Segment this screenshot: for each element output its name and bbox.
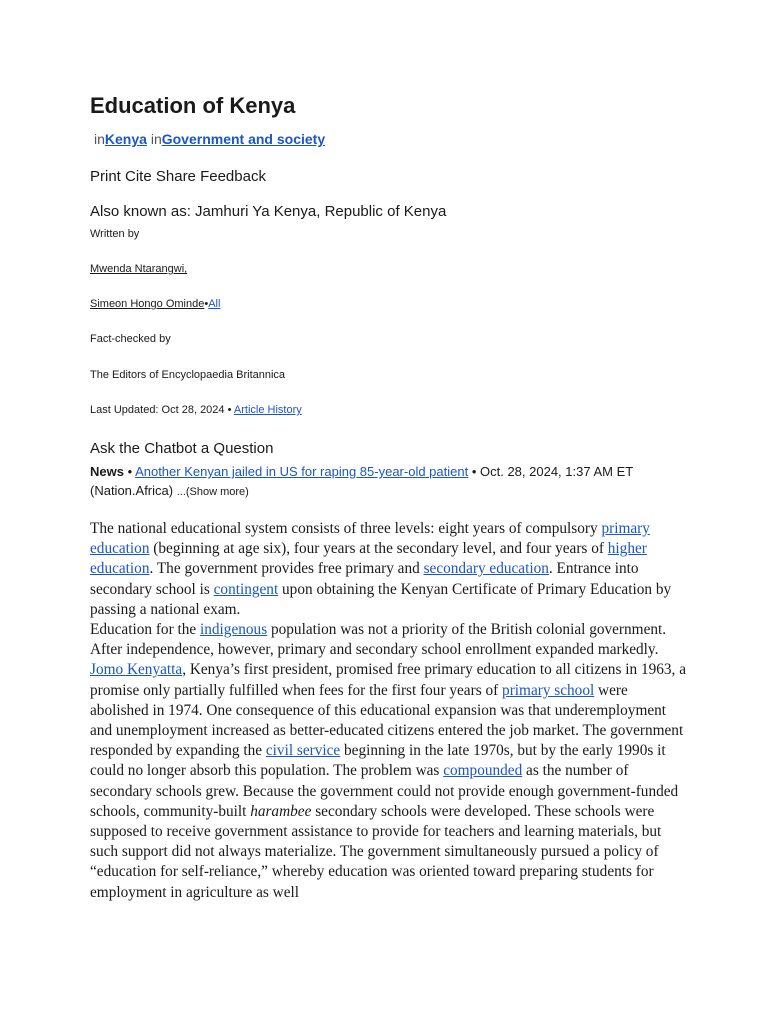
author-link[interactable]: Mwenda Ntarangwi,: [90, 263, 188, 275]
inline-link[interactable]: contingent: [213, 580, 279, 598]
emphasized-term: harambee: [250, 802, 312, 820]
also-known-as: Also known as: Jamhuri Ya Kenya, Republic of Kenya: [90, 203, 447, 220]
text-run: . The government provides free primary and: [149, 560, 424, 578]
news-label: News: [90, 464, 124, 479]
inline-link[interactable]: civil service: [265, 742, 341, 760]
print-button[interactable]: Print: [90, 168, 121, 185]
body-paragraph: [90, 620, 686, 903]
text-run: as the number of secondary schools grew. Because the government could not provide enough government-funded schools, community-built: [90, 762, 679, 820]
news-ticker: [90, 462, 680, 502]
author-separator: •: [204, 298, 209, 310]
author-line-1: [90, 263, 187, 275]
body-paragraph: [90, 519, 686, 620]
text-run: population was not a priority of the British colonial government. After independence, however, primary and secondary school enrollment expanded markedly.: [90, 621, 667, 659]
inline-link[interactable]: secondary education: [423, 560, 549, 578]
author-link[interactable]: Simeon Hongo Ominde: [90, 298, 205, 310]
ask-chatbot-button[interactable]: Ask the Chatbot a Question: [90, 440, 274, 457]
feedback-button[interactable]: Feedback: [200, 168, 266, 185]
inline-link[interactable]: primary education: [90, 520, 650, 558]
all-authors-link[interactable]: All: [208, 298, 221, 310]
text-run: upon obtaining the Kenyan Certificate of Primary Education by passing a national exam.: [90, 580, 672, 618]
news-meta: • Oct. 28, 2024, 1:37 AM ET (Nation.Africa): [90, 464, 633, 498]
written-by-label: Written by: [90, 228, 140, 240]
breadcrumb-prefix: in: [94, 131, 105, 147]
inline-link[interactable]: Jomo Kenyatta: [90, 661, 183, 679]
show-more-button[interactable]: ...(Show more): [176, 486, 249, 498]
last-updated: [90, 404, 302, 416]
article-history-link[interactable]: Article History: [233, 404, 302, 416]
fact-checker: The Editors of Encyclopaedia Britannica: [90, 369, 286, 381]
breadcrumb-prefix: in: [150, 131, 162, 147]
share-button[interactable]: Share: [155, 168, 196, 185]
last-updated-text: Last Updated: Oct 28, 2024 •: [90, 404, 232, 416]
cite-button[interactable]: Cite: [125, 168, 152, 185]
inline-link[interactable]: primary school: [502, 681, 595, 699]
text-run: The national educational system consists of three levels: eight years of compulsory: [90, 520, 602, 537]
page-title: Education of Kenya: [90, 93, 296, 118]
news-bullet: •: [127, 464, 133, 479]
text-run: (beginning at age six), four years at the secondary level, and four years of: [149, 540, 608, 558]
inline-link[interactable]: higher education: [90, 540, 647, 578]
inline-link[interactable]: compounded: [443, 762, 523, 780]
breadcrumb: [94, 131, 325, 147]
author-line-2: [90, 298, 220, 310]
news-headline-link[interactable]: Another Kenyan jailed in US for raping 85-year-old patient: [135, 464, 469, 479]
text-run: Education for the: [90, 621, 201, 639]
text-run: secondary schools were developed. These schools were supposed to receive government assistance to provide for teachers and learning materials, but such support did not always materialize. The government simultaneously pursued a policy of “education for self-reliance,” whereby education was oriented toward preparing students for employment in agriculture as well: [90, 802, 662, 901]
article-body: [90, 519, 686, 903]
breadcrumb-link-government[interactable]: Government and society: [161, 131, 326, 147]
fact-checked-label: Fact-checked by: [90, 333, 171, 345]
text-run: beginning in the late 1970s, but by the early 1990s it could no longer absorb this population. The problem was: [90, 742, 666, 780]
text-run: were abolished in 1974. One consequence of this educational expansion was that underemployment and unemployment increased as better-educated citizens entered the job market. The government responded by expanding the: [90, 681, 684, 760]
breadcrumb-link-kenya[interactable]: Kenya: [104, 131, 147, 147]
inline-link[interactable]: indigenous: [200, 621, 268, 639]
article-actions: [90, 168, 266, 185]
text-run: , Kenya’s first president, promised free primary education to all citizens in 1963, a promise only partially fulfilled when fees for the first four years of: [90, 661, 686, 699]
text-run: . Entrance into secondary school is: [90, 560, 639, 598]
